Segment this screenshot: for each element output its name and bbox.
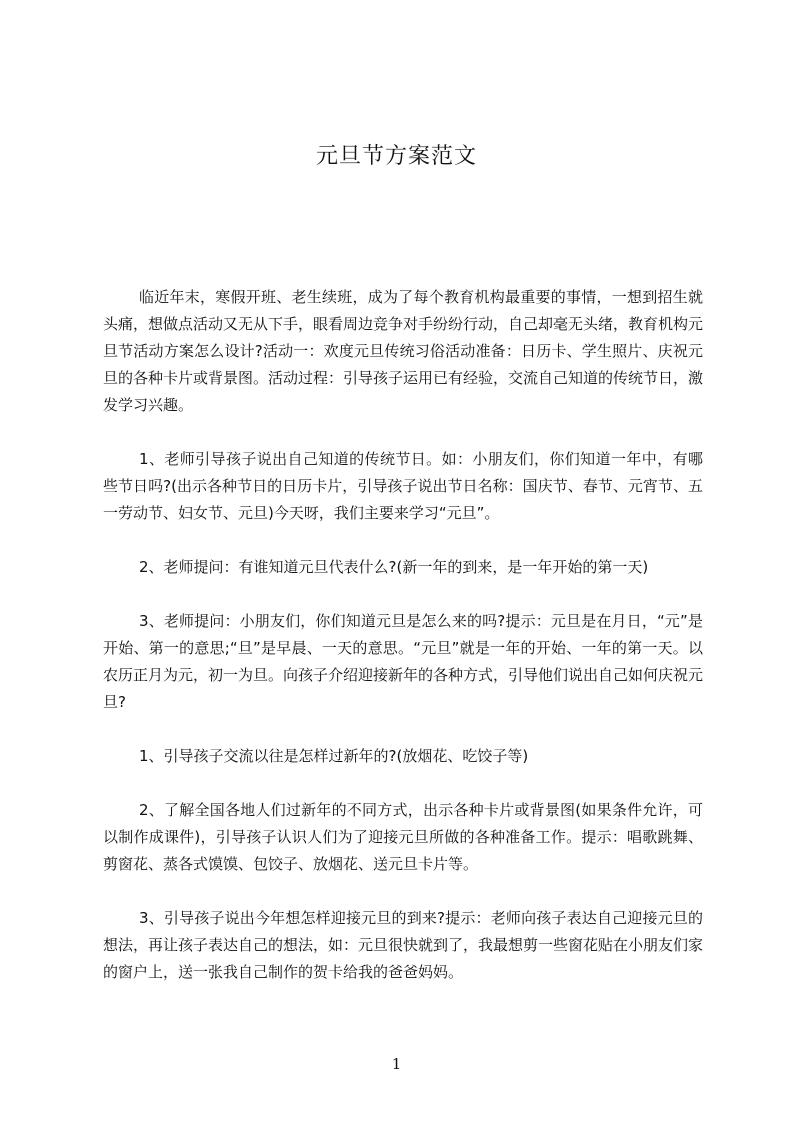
paragraph-intro: 临近年末，寒假开班、老生续班，成为了每个教育机构最重要的事情，一想到招生就头痛，想做点活动又无从下手，眼看周边竞争对手纷纷行动，自己却毫无头绪，教育机构元旦节活动方案怎么设计?活动一：欢度元旦传统习俗活动准备：日历卡、学生照片、庆祝元旦的各种卡片或背景图。活动过程：引导孩子运用已有经验，交流自己知道的传统节日，激发学习兴趣。	[103, 288, 704, 414]
paragraph-step-2: 2、老师提问：有谁知道元旦代表什么?(新一年的到来，是一年开始的第一天)	[139, 558, 649, 576]
paragraph-step-1: 1、老师引导孩子说出自己知道的传统节日。如：小朋友们，你们知道一年中，有哪些节日吗?(出示各种节日的日历卡片，引导孩子说出节日名称：国庆节、春节、元宵节、五一劳动节、妇女节、元旦)今天呀，我们主要来学习“元旦”。	[103, 450, 703, 522]
paragraph-spacer	[103, 527, 703, 554]
paragraph-spacer	[103, 716, 703, 743]
paragraph-spacer	[103, 770, 703, 797]
document-title: 元旦节方案范文	[315, 144, 477, 169]
paragraph-spacer	[103, 419, 703, 446]
page-number: 1	[391, 1055, 402, 1073]
paragraph-sub-step-2: 2、了解全国各地人们过新年的不同方式，出示各种卡片或背景图(如果条件允许，可以制作成课件)，引导孩子认识人们为了迎接元旦所做的各种准备工作。提示：唱歌跳舞、剪窗花、蒸各式馍馍、包饺子、放烟花、送元旦卡片等。	[103, 801, 703, 873]
document-body	[103, 284, 703, 986]
paragraph-spacer	[103, 878, 703, 905]
paragraph-spacer	[103, 581, 703, 608]
paragraph-sub-step-3: 3、引导孩子说出今年想怎样迎接元旦的到来?提示：老师向孩子表达自己迎接元旦的想法，再让孩子表达自己的想法，如：元旦很快就到了，我最想剪一些窗花贴在小朋友们家的窗户上，送一张我自己制作的贺卡给我的爸爸妈妈。	[103, 909, 704, 981]
paragraph-step-3: 3、老师提问：小朋友们，你们知道元旦是怎么来的吗?提示：元旦是在月日，“元”是开始、第一的意思;“旦”是早晨、一天的意思。“元旦”就是一年的开始、一年的第一天。以农历正月为元，初一为旦。向孩子介绍迎接新年的各种方式，引导他们说出自己如何庆祝元旦?	[103, 612, 704, 711]
paragraph-sub-step-1: 1、引导孩子交流以往是怎样过新年的?(放烟花、吃饺子等)	[139, 747, 529, 765]
